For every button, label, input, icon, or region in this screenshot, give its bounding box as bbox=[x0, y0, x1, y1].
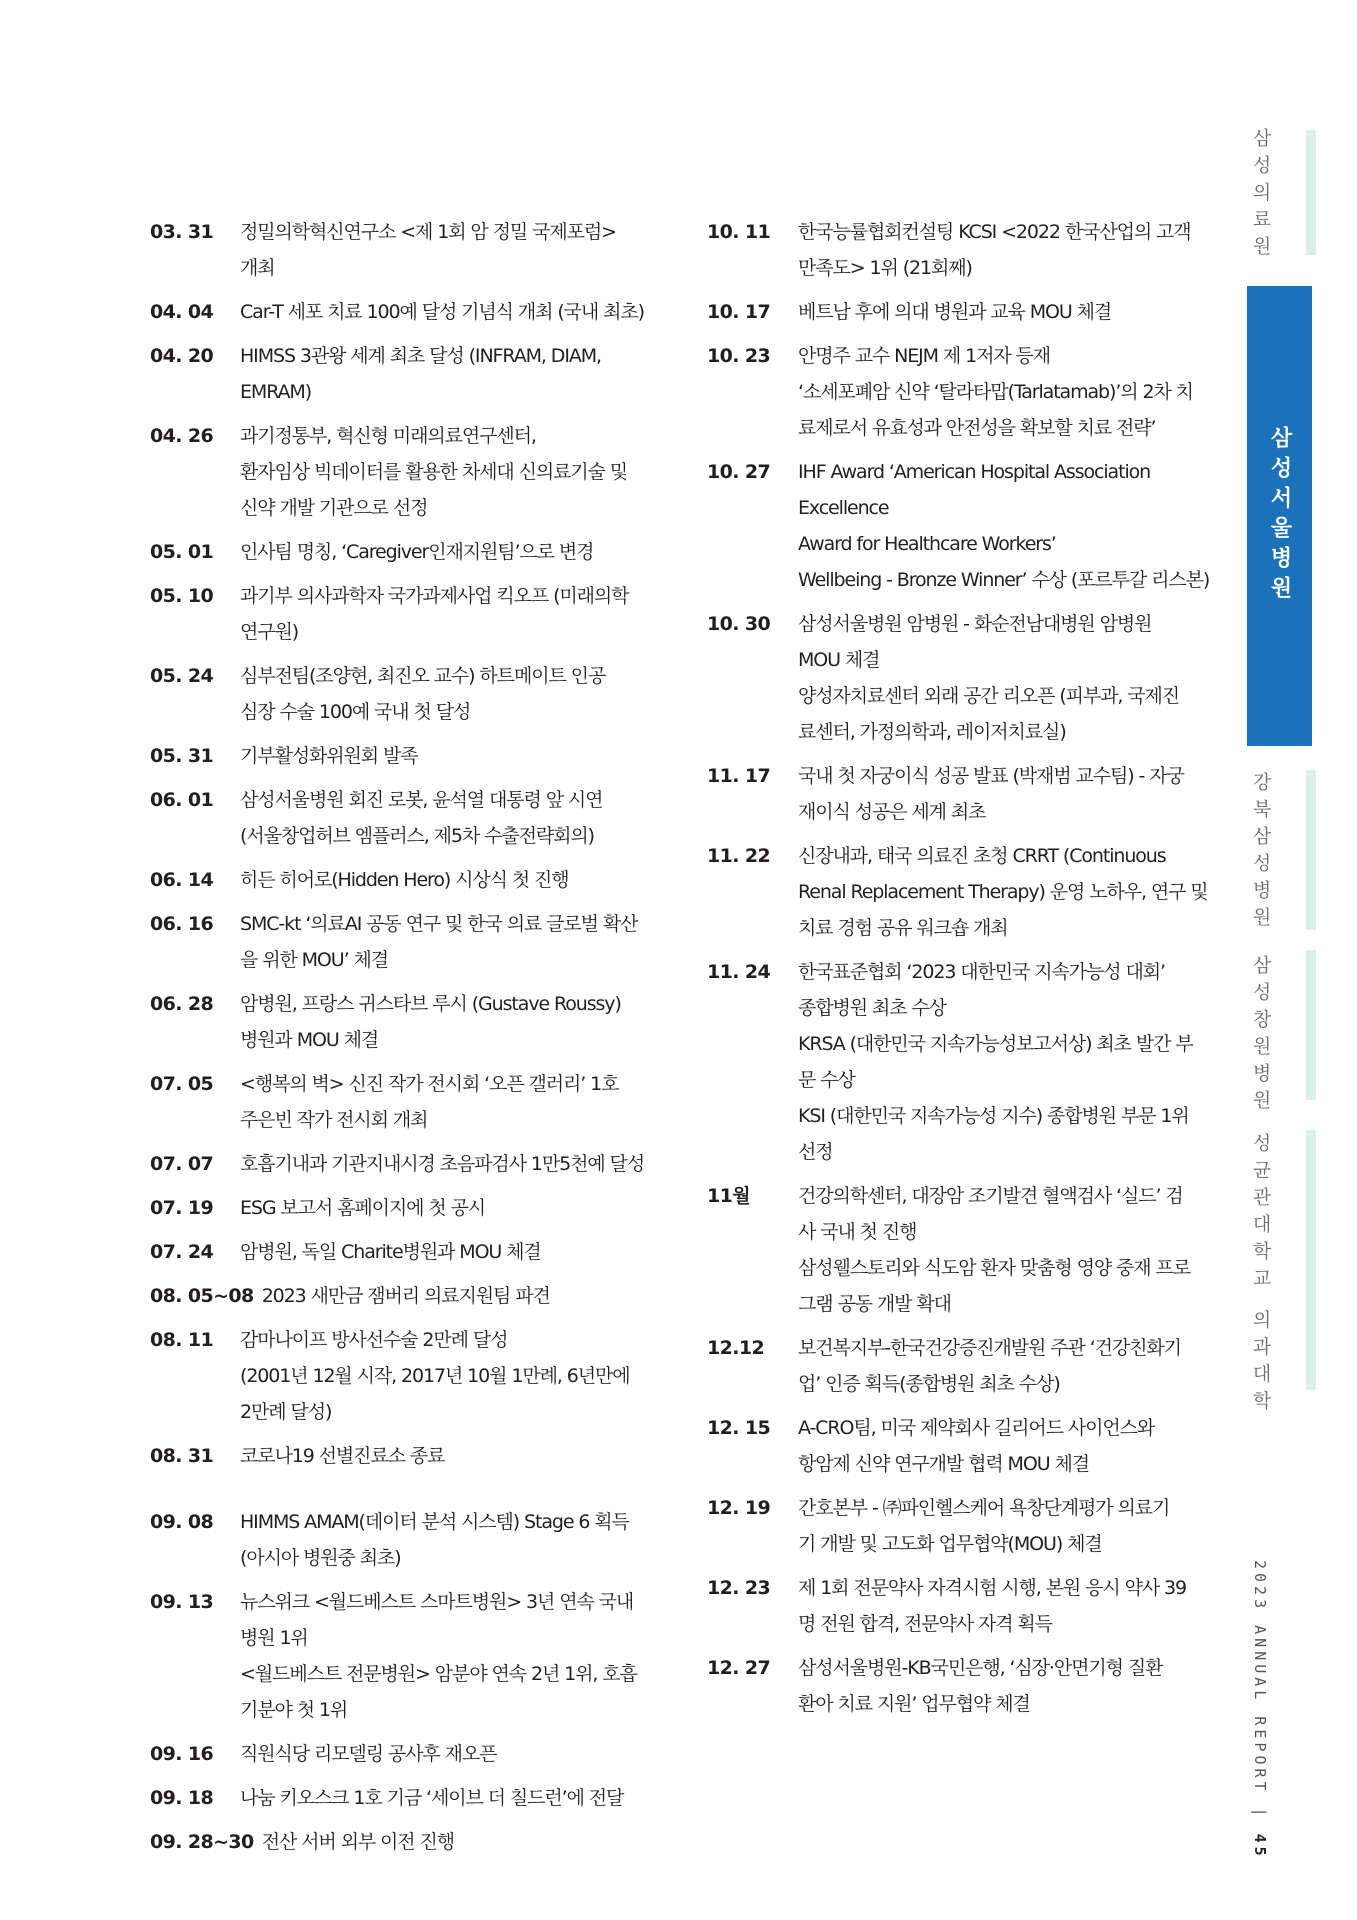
timeline-entry bbox=[707, 954, 1212, 1170]
entry-text: 뉴스위크 <월드베스트 스마트병원> 3년 연속 국내 병원 1위 bbox=[240, 1591, 634, 1649]
entry-date: 10. 27 bbox=[707, 461, 771, 483]
timeline-entry bbox=[707, 214, 1212, 286]
entry-date: 09. 18 bbox=[150, 1787, 214, 1809]
entry-text: 인사팀 명칭, ‘Caregiver인재지원팀’으로 변경 bbox=[240, 541, 594, 563]
timeline-entry bbox=[150, 1824, 670, 1860]
entry-date: 10. 11 bbox=[707, 221, 771, 243]
entry-date: 10. 17 bbox=[707, 301, 771, 323]
timeline-entry bbox=[707, 758, 1212, 830]
entry-text: 직원식당 리모델링 공사후 재오픈 bbox=[240, 1743, 497, 1765]
entry-text: KSI (대한민국 지속가능성 지수) 종합병원 부문 1위 선정 bbox=[798, 1105, 1189, 1163]
entry-text: 보건복지부-한국건강증진개발원 주관 ‘건강친화기 업’ 인증 획득(종합병원 최초 수상) bbox=[798, 1337, 1181, 1395]
entry-date: 12.12 bbox=[707, 1337, 765, 1359]
sidebar-item-changwon-hospital[interactable] bbox=[1241, 955, 1281, 1117]
entry-date: 09. 13 bbox=[150, 1591, 214, 1613]
sidebar-item-kangbuk-hospital[interactable] bbox=[1241, 772, 1281, 934]
entry-date: 10. 30 bbox=[707, 613, 771, 635]
entry-text: 2023 새만금 잼버리 의료지원팀 파견 bbox=[261, 1285, 550, 1307]
timeline-entry bbox=[150, 1438, 670, 1474]
entry-text: IHF Award ‘American Hospital Association Excellence Award for Healthcare Workers’ Wellbeing - Bronze Winner’ 수상 (포르투갈 리스본) bbox=[798, 461, 1210, 591]
entry-text: Car-T 세포 치료 100예 달성 기념식 개최 (국내 최초) bbox=[240, 301, 644, 323]
entry-text: 과기부 의사과학자 국가과제사업 킥오프 (미래의학 연구원) bbox=[240, 585, 629, 643]
entry-date: 06. 14 bbox=[150, 869, 214, 891]
timeline-entry bbox=[150, 294, 670, 330]
entry-text: 감마나이프 방사선수술 2만례 달성 (2001년 12월 시작, 2017년 10월 1만례, 6년만에 2만례 달성) bbox=[240, 1329, 630, 1423]
timeline-entry bbox=[150, 862, 670, 898]
timeline-entry bbox=[150, 1584, 670, 1728]
entry-date: 05. 01 bbox=[150, 541, 214, 563]
sidebar-item-medical-center[interactable] bbox=[1241, 128, 1281, 263]
entry-date: 05. 24 bbox=[150, 665, 214, 687]
timeline-entry bbox=[150, 738, 670, 774]
entry-text: HIMSS 3관왕 세계 최초 달성 (INFRAM, DIAM, EMRAM) bbox=[240, 345, 601, 403]
entry-date: 04. 04 bbox=[150, 301, 214, 323]
sidebar-item-label: 삼성서울병원 bbox=[1267, 426, 1292, 606]
entry-text: 한국표준협회 ‘2023 대한민국 지속가능성 대회’ 종합병원 최초 수상 bbox=[798, 961, 1165, 1019]
entry-date: 07. 24 bbox=[150, 1241, 214, 1263]
entry-text: 삼성서울병원 회진 로봇, 윤석열 대통령 앞 시연 (서울창업허브 엠플러스, 제5차 수출전략회의) bbox=[240, 789, 603, 847]
entry-text: <행복의 벽> 신진 작가 전시회 ‘오픈 갤러리’ 1호 주은빈 작가 전시회 개최 bbox=[240, 1073, 619, 1131]
timeline-right-column bbox=[707, 214, 1212, 1730]
entry-text: 안명주 교수 NEJM 제 1저자 등재 ‘소세포폐암 신약 ‘탈라타맙(Tarlatamab)’의 2차 치 료제로서 유효성과 안전성을 확보할 치료 전략’ bbox=[798, 345, 1193, 439]
timeline-entry bbox=[150, 1234, 670, 1270]
sidebar-item-label: 삼성의료원 bbox=[1249, 128, 1272, 263]
entry-date: 06. 28 bbox=[150, 993, 214, 1015]
timeline-entry bbox=[707, 454, 1212, 598]
entry-text: 암병원, 독일 Charite병원과 MOU 체결 bbox=[240, 1241, 541, 1263]
entry-text: 국내 첫 자궁이식 성공 발표 (박재범 교수팀) - 자궁 재이식 성공은 세계 최초 bbox=[798, 765, 1184, 823]
entry-date: 09. 28~30 bbox=[150, 1831, 254, 1853]
sidebar-item-seoul-hospital[interactable] bbox=[1247, 286, 1312, 746]
timeline-entry bbox=[150, 534, 670, 570]
entry-date: 09. 08 bbox=[150, 1511, 214, 1533]
sidebar-item-label: 강북삼성병원 bbox=[1249, 772, 1272, 934]
timeline-entry bbox=[707, 338, 1212, 446]
entry-text: 정밀의학혁신연구소 <제 1회 암 정밀 국제포럼> 개최 bbox=[240, 221, 616, 279]
entry-text: 한국능률협회컨설팅 KCSI <2022 한국산업의 고객 만족도> 1위 (21회째) bbox=[798, 221, 1191, 279]
timeline-entry bbox=[150, 214, 670, 286]
timeline-entry bbox=[707, 1410, 1212, 1482]
entry-text: 삼성서울병원 암병원 - 화순전남대병원 암병원 MOU 체결 bbox=[798, 613, 1152, 671]
entry-text: SMC-kt ‘의료AI 공동 연구 및 한국 의료 글로벌 확산 을 위한 MOU’ 체결 bbox=[240, 913, 638, 971]
timeline-entry bbox=[150, 418, 670, 526]
timeline-entry bbox=[150, 1066, 670, 1138]
sidebar-tab-bar bbox=[1306, 770, 1316, 930]
entry-text: 나눔 키오스크 1호 기금 ‘세이브 더 칠드런’에 전달 bbox=[240, 1787, 624, 1809]
entry-text: 심부전팀(조양현, 최진오 교수) 하트메이트 인공 심장 수술 100예 국내 첫 달성 bbox=[240, 665, 606, 723]
entry-date: 10. 23 bbox=[707, 345, 771, 367]
timeline-entry bbox=[150, 1146, 670, 1182]
timeline-entry bbox=[150, 986, 670, 1058]
entry-date: 03. 31 bbox=[150, 221, 214, 243]
entry-date: 11. 22 bbox=[707, 845, 771, 867]
entry-date: 05. 31 bbox=[150, 745, 214, 767]
entry-date: 07. 05 bbox=[150, 1073, 214, 1095]
timeline-entry bbox=[707, 1490, 1212, 1562]
timeline-entry bbox=[707, 1178, 1212, 1322]
annual-report-footer bbox=[1240, 1560, 1280, 1860]
timeline-entry bbox=[150, 1322, 670, 1430]
entry-text: 간호본부 - ㈜파인헬스케어 욕창단계평가 의료기 기 개발 및 고도화 업무협약(MOU) 체결 bbox=[798, 1497, 1170, 1555]
timeline-entry bbox=[707, 838, 1212, 946]
entry-text: 과기정통부, 혁신형 미래의료연구센터, 환자임상 빅데이터를 활용한 차세대 신의료기술 및 신약 개발 기관으로 선정 bbox=[240, 425, 628, 519]
report-title: 2023 ANNUAL REPORT | bbox=[1251, 1560, 1269, 1821]
entry-text: 코로나19 선별진료소 종료 bbox=[240, 1445, 445, 1467]
entry-text: 삼성웰스토리와 식도암 환자 맞춤형 영양 중재 프로 그램 공동 개발 확대 bbox=[798, 1257, 1190, 1315]
timeline-left-column bbox=[150, 214, 670, 1868]
entry-date: 12. 23 bbox=[707, 1577, 771, 1599]
entry-date: 06. 16 bbox=[150, 913, 214, 935]
entry-text: 양성자치료센터 외래 공간 리오픈 (피부과, 국제진 료센터, 가정의학과, 레이저치료실) bbox=[798, 685, 1180, 743]
entry-text: 제 1회 전문약사 자격시험 시행, 본원 응시 약사 39 명 전원 합격, 전문약사 자격 획득 bbox=[798, 1577, 1186, 1635]
timeline-entry bbox=[150, 906, 670, 978]
entry-text: KRSA (대한민국 지속가능성보고서상) 최초 발간 부 문 수상 bbox=[798, 1033, 1193, 1091]
sidebar-tab-bar bbox=[1306, 130, 1316, 255]
entry-date: 04. 20 bbox=[150, 345, 214, 367]
timeline-entry bbox=[150, 1504, 670, 1576]
entry-date: 11월 bbox=[707, 1185, 750, 1207]
entry-text: 히든 히어로(Hidden Hero) 시상식 첫 진행 bbox=[240, 869, 569, 891]
entry-date: 05. 10 bbox=[150, 585, 214, 607]
entry-date: 07. 19 bbox=[150, 1197, 214, 1219]
timeline-entry bbox=[707, 1570, 1212, 1642]
timeline-entry bbox=[707, 606, 1212, 750]
entry-date: 11. 17 bbox=[707, 765, 771, 787]
entry-text: 신장내과, 태국 의료진 초청 CRRT (Continuous Renal Replacement Therapy) 운영 노하우, 연구 및 치료 경험 공유 워크숍 개최 bbox=[798, 845, 1208, 939]
entry-date: 11. 24 bbox=[707, 961, 771, 983]
timeline-entry bbox=[150, 1190, 670, 1226]
entry-date: 08. 05~08 bbox=[150, 1285, 254, 1307]
page-number: 45 bbox=[1251, 1833, 1269, 1860]
sidebar-item-skku-medicine[interactable] bbox=[1241, 1133, 1281, 1417]
timeline-entry bbox=[150, 1736, 670, 1772]
entry-text: HIMMS AMAM(데이터 분석 시스템) Stage 6 획득 (아시아 병원중 최초) bbox=[240, 1511, 629, 1569]
entry-date: 08. 11 bbox=[150, 1329, 214, 1351]
timeline-entry bbox=[150, 782, 670, 854]
timeline-entry bbox=[707, 294, 1212, 330]
sidebar-item-label: 삼성창원병원 bbox=[1249, 955, 1272, 1117]
entry-text: 건강의학센터, 대장암 조기발견 혈액검사 ‘실드’ 검 사 국내 첫 진행 bbox=[798, 1185, 1183, 1243]
sidebar-tab-bar bbox=[1306, 950, 1316, 1100]
timeline-entry bbox=[150, 1278, 670, 1314]
entry-date: 06. 01 bbox=[150, 789, 214, 811]
entry-date: 12. 19 bbox=[707, 1497, 771, 1519]
entry-text: ESG 보고서 홈페이지에 첫 공시 bbox=[240, 1197, 486, 1219]
entry-text: 기부활성화위원회 발족 bbox=[240, 745, 418, 767]
sidebar-tab-bar bbox=[1306, 1130, 1316, 1390]
entry-date: 09. 16 bbox=[150, 1743, 214, 1765]
entry-date: 07. 07 bbox=[150, 1153, 214, 1175]
timeline-entry bbox=[150, 658, 670, 730]
entry-text: <월드베스트 전문병원> 암분야 연속 2년 1위, 호흡 기분야 첫 1위 bbox=[240, 1663, 637, 1721]
entry-text: 베트남 후에 의대 병원과 교육 MOU 체결 bbox=[798, 301, 1112, 323]
timeline-entry bbox=[707, 1330, 1212, 1402]
timeline-entry bbox=[150, 578, 670, 650]
timeline-entry bbox=[150, 1780, 670, 1816]
timeline-entry bbox=[707, 1650, 1212, 1722]
entry-date: 12. 27 bbox=[707, 1657, 771, 1679]
entry-text: 전산 서버 외부 이전 진행 bbox=[261, 1831, 454, 1853]
timeline-entry bbox=[150, 338, 670, 410]
entry-text: 암병원, 프랑스 귀스타브 루시 (Gustave Roussy) 병원과 MOU 체결 bbox=[240, 993, 621, 1051]
entry-date: 04. 26 bbox=[150, 425, 214, 447]
entry-text: 호흡기내과 기관지내시경 초음파검사 1만5천예 달성 bbox=[240, 1153, 645, 1175]
entry-text: A-CRO팀, 미국 제약회사 길리어드 사이언스와 항암제 신약 연구개발 협력 MOU 체결 bbox=[798, 1417, 1155, 1475]
entry-date: 12. 15 bbox=[707, 1417, 771, 1439]
entry-text: 삼성서울병원-KB국민은행, ‘심장·안면기형 질환 환아 치료 지원’ 업무협약 체결 bbox=[798, 1657, 1163, 1715]
sidebar-item-label: 성균관대학교 의과대학 bbox=[1249, 1133, 1272, 1418]
entry-date: 08. 31 bbox=[150, 1445, 214, 1467]
